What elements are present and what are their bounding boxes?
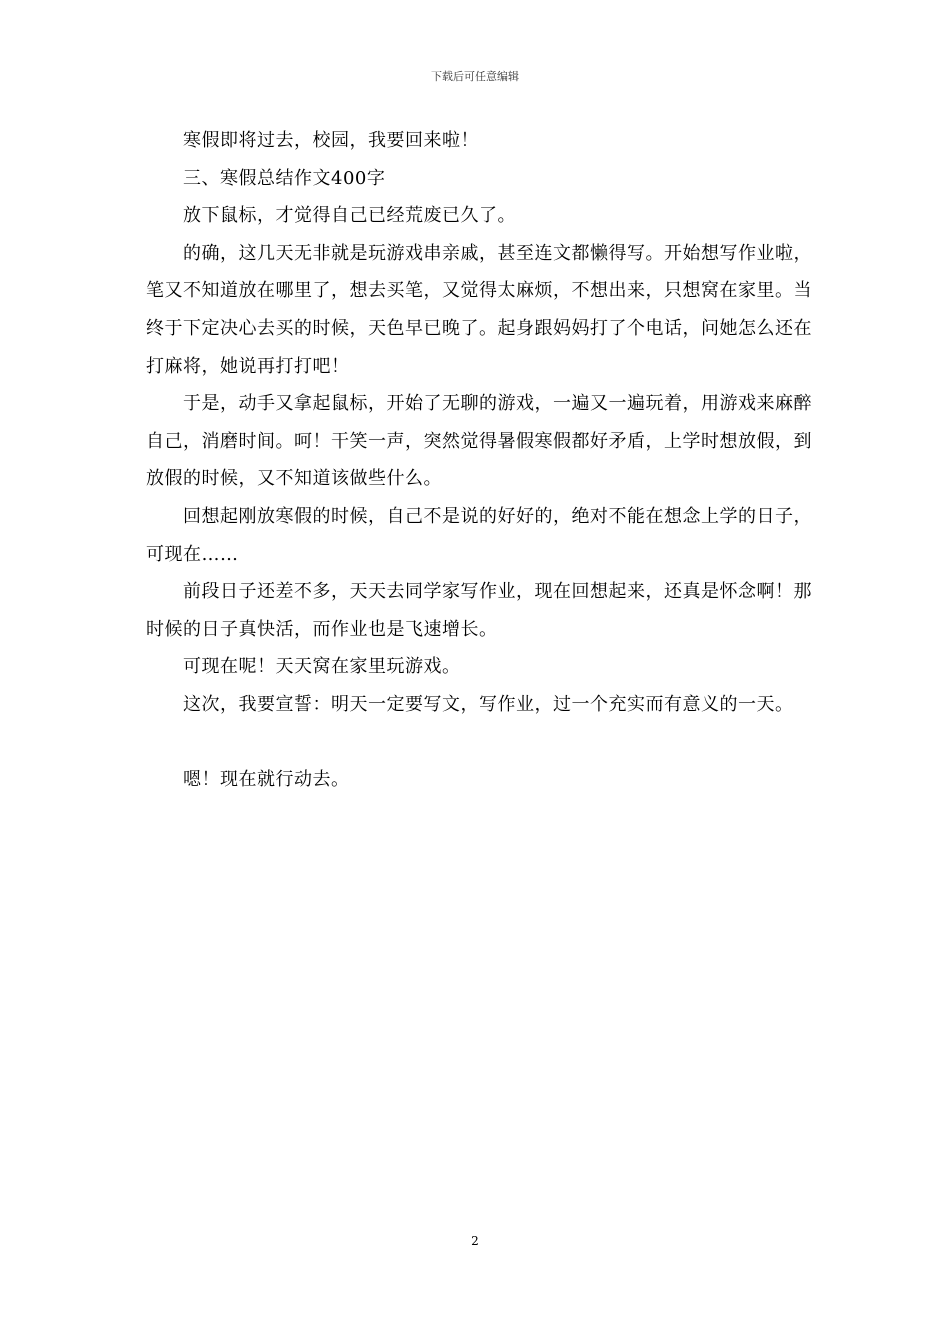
paragraph: 前段日子还差不多，天天去同学家写作业，现在回想起来，还真是怀念啊！那时候的日子真快活，而作业也是飞速增长。 bbox=[146, 581, 812, 640]
page-number: 2 bbox=[471, 1234, 479, 1248]
section-heading: 三、寒假总结作文400字 bbox=[183, 167, 386, 189]
paragraph: 于是，动手又拿起鼠标，开始了无聊的游戏，一遍又一遍玩着，用游戏来麻醉自己，消磨时间。呵！干笑一声，突然觉得暑假寒假都好矛盾，上学时想放假，到放假的时候，又不知道该做些什么。 bbox=[146, 393, 812, 490]
page-header: 下载后可任意编辑 bbox=[431, 70, 519, 83]
paragraph: 的确，这几天无非就是玩游戏串亲戚，甚至连文都懒得写。开始想写作业啦，笔又不知道放在哪里了，想去买笔，又觉得太麻烦，不想出来，只想窝在家里。当终于下定决心去买的时候，天色早已晚了。起身跟妈妈打了个电话，问她怎么还在打麻将，她说再打打吧！ bbox=[146, 242, 812, 377]
blank-line bbox=[146, 724, 822, 762]
paragraph: 可现在呢！天天窝在家里玩游戏。 bbox=[183, 656, 461, 678]
paragraph: 回想起刚放寒假的时候，自己不是说的好好的，绝对不能在想念上学的日子，可现在…… bbox=[146, 505, 812, 565]
paragraph: 这次，我要宣誓：明天一定要写文，写作业，过一个充实而有意义的一天。 bbox=[183, 693, 794, 715]
paragraph: 嗯！现在就行动去。 bbox=[183, 769, 350, 791]
document-body bbox=[146, 122, 822, 799]
paragraph: 放下鼠标，才觉得自己已经荒废已久了。 bbox=[183, 205, 516, 227]
paragraph: 寒假即将过去，校园，我要回来啦！ bbox=[183, 130, 479, 151]
